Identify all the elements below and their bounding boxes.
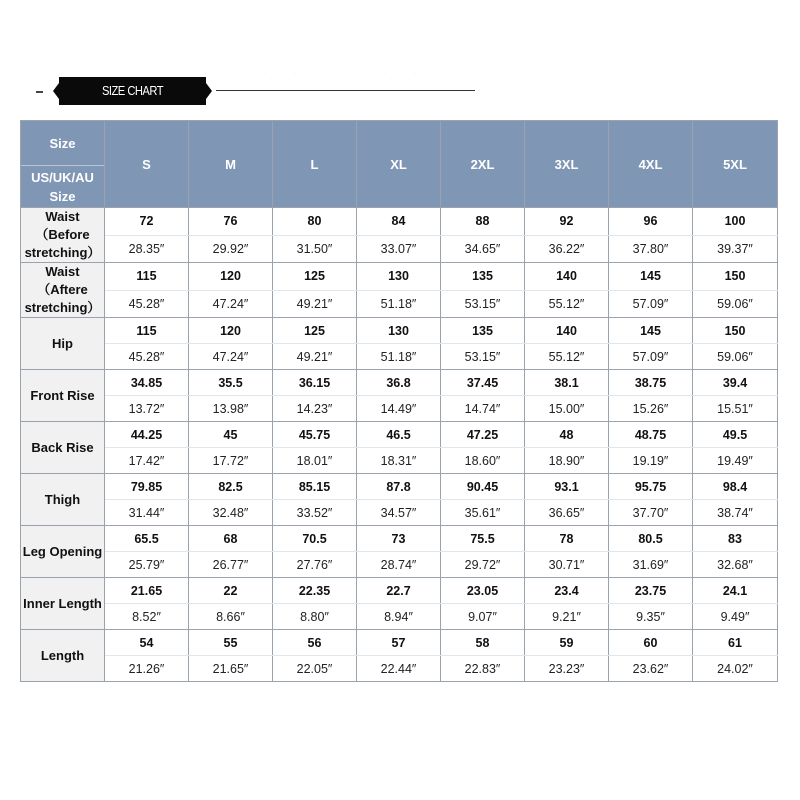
inch-value-cell: 49.21″	[273, 290, 357, 318]
cm-value-cell: 95.75	[609, 474, 693, 500]
cm-value-cell: 47.25	[441, 422, 525, 448]
inch-value-cell: 31.44″	[105, 500, 189, 526]
inch-value-cell: 31.50″	[273, 235, 357, 263]
cm-value-cell: 55	[189, 630, 273, 656]
measurement-label: Waist （Before stretching）	[21, 208, 105, 263]
cm-value-cell: 70.5	[273, 526, 357, 552]
table-row	[21, 396, 778, 422]
inch-value-cell: 15.00″	[525, 396, 609, 422]
size-chart-banner	[0, 0, 800, 120]
size-header-row	[21, 121, 778, 208]
inch-value-cell: 22.83″	[441, 656, 525, 682]
table-row	[21, 500, 778, 526]
cm-value-cell: 115	[105, 263, 189, 291]
inch-value-cell: 22.05″	[273, 656, 357, 682]
cm-value-cell: 36.8	[357, 370, 441, 396]
region-size-label: US/UK/AU Size	[31, 169, 94, 204]
inch-value-cell: 47.24″	[189, 290, 273, 318]
table-row	[21, 290, 778, 318]
inch-value-cell: 15.51″	[693, 396, 778, 422]
size-header-xl: XL	[357, 121, 441, 208]
cm-value-cell: 45.75	[273, 422, 357, 448]
measurement-label: Leg Opening	[21, 526, 105, 578]
table-row	[21, 422, 778, 448]
tab-right-notch	[206, 83, 212, 99]
cm-value-cell: 58	[441, 630, 525, 656]
cm-value-cell: 92	[525, 208, 609, 236]
inch-value-cell: 29.72″	[441, 552, 525, 578]
inch-value-cell: 18.01″	[273, 448, 357, 474]
inch-value-cell: 49.21″	[273, 344, 357, 370]
inch-value-cell: 59.06″	[693, 344, 778, 370]
measurement-label: Hip	[21, 318, 105, 370]
table-row	[21, 526, 778, 552]
cm-value-cell: 120	[189, 263, 273, 291]
cm-value-cell: 35.5	[189, 370, 273, 396]
inch-value-cell: 28.35″	[105, 235, 189, 263]
measurement-label: Length	[21, 630, 105, 682]
cm-value-cell: 72	[105, 208, 189, 236]
inch-value-cell: 8.94″	[357, 604, 441, 630]
cm-value-cell: 36.15	[273, 370, 357, 396]
cm-value-cell: 22.7	[357, 578, 441, 604]
table-row	[21, 235, 778, 263]
cm-value-cell: 37.45	[441, 370, 525, 396]
table-row	[21, 344, 778, 370]
table-row	[21, 630, 778, 656]
cm-value-cell: 140	[525, 263, 609, 291]
cm-value-cell: 96	[609, 208, 693, 236]
cm-value-cell: 120	[189, 318, 273, 344]
cm-value-cell: 34.85	[105, 370, 189, 396]
inch-value-cell: 37.70″	[609, 500, 693, 526]
inch-value-cell: 36.65″	[525, 500, 609, 526]
cm-value-cell: 115	[105, 318, 189, 344]
inch-value-cell: 19.19″	[609, 448, 693, 474]
left-dash-decoration	[36, 91, 43, 93]
cm-value-cell: 23.75	[609, 578, 693, 604]
cm-value-cell: 46.5	[357, 422, 441, 448]
measurement-label: Waist （Aftere stretching）	[21, 263, 105, 318]
cm-value-cell: 48	[525, 422, 609, 448]
cm-value-cell: 140	[525, 318, 609, 344]
inch-value-cell: 38.74″	[693, 500, 778, 526]
measurement-label: Back Rise	[21, 422, 105, 474]
size-header-l: L	[273, 121, 357, 208]
inch-value-cell: 33.07″	[357, 235, 441, 263]
cm-value-cell: 76	[189, 208, 273, 236]
cm-value-cell: 78	[525, 526, 609, 552]
inch-value-cell: 57.09″	[609, 290, 693, 318]
cm-value-cell: 22.35	[273, 578, 357, 604]
inch-value-cell: 9.21″	[525, 604, 609, 630]
cm-value-cell: 49.5	[693, 422, 778, 448]
inch-value-cell: 25.79″	[105, 552, 189, 578]
table-row	[21, 474, 778, 500]
inch-value-cell: 51.18″	[357, 344, 441, 370]
inch-value-cell: 14.74″	[441, 396, 525, 422]
cm-value-cell: 57	[357, 630, 441, 656]
inch-value-cell: 18.31″	[357, 448, 441, 474]
inch-value-cell: 37.80″	[609, 235, 693, 263]
cm-value-cell: 80.5	[609, 526, 693, 552]
cm-value-cell: 130	[357, 263, 441, 291]
cm-value-cell: 38.1	[525, 370, 609, 396]
table-row	[21, 552, 778, 578]
inch-value-cell: 31.69″	[609, 552, 693, 578]
size-chart-table	[20, 120, 778, 682]
size-header-3xl: 3XL	[525, 121, 609, 208]
cm-value-cell: 84	[357, 208, 441, 236]
cm-value-cell: 60	[609, 630, 693, 656]
cm-value-cell: 59	[525, 630, 609, 656]
inch-value-cell: 57.09″	[609, 344, 693, 370]
inch-value-cell: 13.98″	[189, 396, 273, 422]
inch-value-cell: 28.74″	[357, 552, 441, 578]
cm-value-cell: 87.8	[357, 474, 441, 500]
measurement-label: Thigh	[21, 474, 105, 526]
inch-value-cell: 18.90″	[525, 448, 609, 474]
cm-value-cell: 98.4	[693, 474, 778, 500]
cm-value-cell: 82.5	[189, 474, 273, 500]
inch-value-cell: 17.42″	[105, 448, 189, 474]
inch-value-cell: 8.52″	[105, 604, 189, 630]
table-row	[21, 656, 778, 682]
inch-value-cell: 17.72″	[189, 448, 273, 474]
inch-value-cell: 24.02″	[693, 656, 778, 682]
size-header-2xl: 2XL	[441, 121, 525, 208]
inch-value-cell: 34.57″	[357, 500, 441, 526]
cm-value-cell: 68	[189, 526, 273, 552]
inch-value-cell: 9.35″	[609, 604, 693, 630]
inch-value-cell: 19.49″	[693, 448, 778, 474]
size-header-4xl: 4XL	[609, 121, 693, 208]
cm-value-cell: 73	[357, 526, 441, 552]
inch-value-cell: 30.71″	[525, 552, 609, 578]
cm-value-cell: 61	[693, 630, 778, 656]
inch-value-cell: 36.22″	[525, 235, 609, 263]
tab-left-notch	[53, 83, 59, 99]
table-row	[21, 263, 778, 291]
cm-value-cell: 88	[441, 208, 525, 236]
cm-value-cell: 83	[693, 526, 778, 552]
cm-value-cell: 24.1	[693, 578, 778, 604]
table-row	[21, 448, 778, 474]
table-row	[21, 578, 778, 604]
inch-value-cell: 55.12″	[525, 290, 609, 318]
size-header-s: S	[105, 121, 189, 208]
inch-value-cell: 33.52″	[273, 500, 357, 526]
inch-value-cell: 13.72″	[105, 396, 189, 422]
inch-value-cell: 26.77″	[189, 552, 273, 578]
inch-value-cell: 45.28″	[105, 344, 189, 370]
inch-value-cell: 29.92″	[189, 235, 273, 263]
inch-value-cell: 47.24″	[189, 344, 273, 370]
size-header-m: M	[189, 121, 273, 208]
cm-value-cell: 39.4	[693, 370, 778, 396]
cm-value-cell: 22	[189, 578, 273, 604]
measurement-label: Front Rise	[21, 370, 105, 422]
dotted-decoration	[190, 70, 490, 76]
inch-value-cell: 21.26″	[105, 656, 189, 682]
cm-value-cell: 79.85	[105, 474, 189, 500]
cm-value-cell: 23.05	[441, 578, 525, 604]
inch-value-cell: 23.23″	[525, 656, 609, 682]
inch-value-cell: 51.18″	[357, 290, 441, 318]
cm-value-cell: 100	[693, 208, 778, 236]
cm-value-cell: 135	[441, 263, 525, 291]
size-label: Size	[21, 121, 104, 166]
inch-value-cell: 9.49″	[693, 604, 778, 630]
inch-value-cell: 27.76″	[273, 552, 357, 578]
title-rule-line	[216, 90, 475, 91]
inch-value-cell: 21.65″	[189, 656, 273, 682]
corner-header-cell	[21, 121, 105, 208]
inch-value-cell: 53.15″	[441, 344, 525, 370]
inch-value-cell: 9.07″	[441, 604, 525, 630]
inch-value-cell: 35.61″	[441, 500, 525, 526]
size-table-body	[21, 208, 778, 682]
cm-value-cell: 45	[189, 422, 273, 448]
cm-value-cell: 21.65	[105, 578, 189, 604]
cm-value-cell: 38.75	[609, 370, 693, 396]
cm-value-cell: 93.1	[525, 474, 609, 500]
inch-value-cell: 34.65″	[441, 235, 525, 263]
cm-value-cell: 65.5	[105, 526, 189, 552]
cm-value-cell: 145	[609, 318, 693, 344]
cm-value-cell: 80	[273, 208, 357, 236]
inch-value-cell: 45.28″	[105, 290, 189, 318]
cm-value-cell: 130	[357, 318, 441, 344]
cm-value-cell: 23.4	[525, 578, 609, 604]
cm-value-cell: 135	[441, 318, 525, 344]
cm-value-cell: 125	[273, 318, 357, 344]
cm-value-cell: 125	[273, 263, 357, 291]
table-row	[21, 604, 778, 630]
cm-value-cell: 75.5	[441, 526, 525, 552]
cm-value-cell: 48.75	[609, 422, 693, 448]
inch-value-cell: 14.49″	[357, 396, 441, 422]
cm-value-cell: 85.15	[273, 474, 357, 500]
inch-value-cell: 55.12″	[525, 344, 609, 370]
table-row	[21, 370, 778, 396]
cm-value-cell: 150	[693, 318, 778, 344]
size-header-5xl: 5XL	[693, 121, 778, 208]
inch-value-cell: 15.26″	[609, 396, 693, 422]
inch-value-cell: 53.15″	[441, 290, 525, 318]
cm-value-cell: 56	[273, 630, 357, 656]
table-row	[21, 208, 778, 236]
inch-value-cell: 22.44″	[357, 656, 441, 682]
inch-value-cell: 32.68″	[693, 552, 778, 578]
cm-value-cell: 44.25	[105, 422, 189, 448]
inch-value-cell: 8.66″	[189, 604, 273, 630]
title-tab	[59, 77, 206, 105]
inch-value-cell: 14.23″	[273, 396, 357, 422]
table-row	[21, 318, 778, 344]
cm-value-cell: 90.45	[441, 474, 525, 500]
inch-value-cell: 23.62″	[609, 656, 693, 682]
measurement-label: Inner Length	[21, 578, 105, 630]
cm-value-cell: 150	[693, 263, 778, 291]
inch-value-cell: 59.06″	[693, 290, 778, 318]
inch-value-cell: 32.48″	[189, 500, 273, 526]
cm-value-cell: 54	[105, 630, 189, 656]
inch-value-cell: 8.80″	[273, 604, 357, 630]
inch-value-cell: 39.37″	[693, 235, 778, 263]
inch-value-cell: 18.60″	[441, 448, 525, 474]
cm-value-cell: 145	[609, 263, 693, 291]
size-chart-title: SIZE CHART	[101, 83, 164, 98]
